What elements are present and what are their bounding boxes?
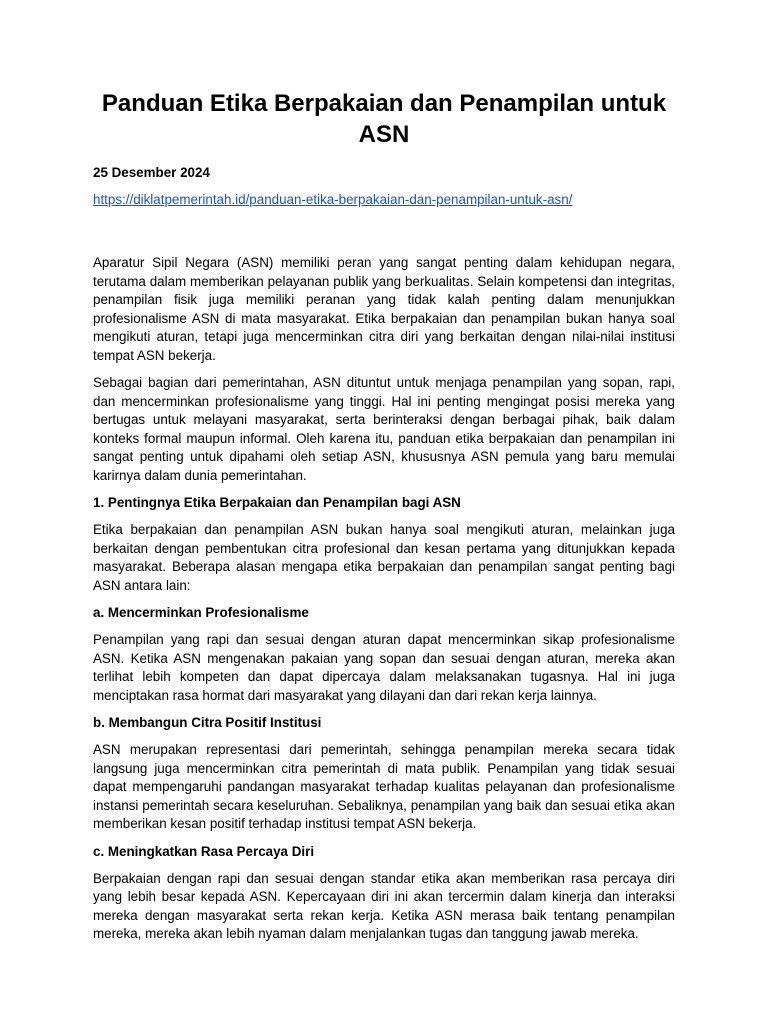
subsection-heading-b: b. Membangun Citra Positif Institusi — [93, 715, 322, 730]
subsection-c-paragraph: Berpakaian dengan rapi dan sesuai dengan standar etika akan memberikan rasa percaya diri yang lebih besar kepada ASN. Kepercayaan diri ini akan tercermin dalam kinerja dan interaksi mereka dengan masyarakat serta rekan kerja. Ketika ASN merasa baik tentang penampilan mereka, mereka akan lebih nyaman dalam menjalankan tugas dan tanggung jawab mereka. — [93, 870, 675, 941]
publish-date: 25 Desember 2024 — [93, 165, 210, 180]
document-page — [93, 88, 675, 953]
source-link[interactable]: https://diklatpemerintah.id/panduan-etika-berpakaian-dan-penampilan-untuk-asn/ — [93, 192, 573, 207]
subsection-heading-c: c. Meningkatkan Rasa Percaya Diri — [93, 843, 315, 859]
subsection-a-paragraph: Penampilan yang rapi dan sesuai dengan aturan dapat mencerminkan sikap profesionalisme ASN. Ketika ASN mengenakan pakaian yang sopan dan sesuai dengan aturan, mereka akan terlihat lebih kompeten dan dapat dipercaya dalam melaksanakan tugasnya. Hal ini juga menciptakan rasa hormat dari masyarakat yang dilayani dan dari rekan kerja lainnya. — [93, 632, 675, 703]
intro-paragraph-2: Sebagai bagian dari pemerintahan, ASN dituntut untuk menjaga penampilan yang sopan, rapi, dan mencerminkan profesionalisme yang tinggi. Hal ini penting mengingat posisi mereka yang bertugas untuk melayani masyarakat, serta berinteraksi dengan berbagai pihak, baik dalam konteks formal maupun informal. Oleh karena itu, panduan etika berpakaian dan penampilan ini sangat penting untuk dipahami oleh setiap ASN, khususnya ASN pemula yang baru memulai karirnya dalam dunia pemerintahan. — [93, 375, 675, 483]
subsection-b-paragraph: ASN merupakan representasi dari pemerintah, sehingga penampilan mereka secara tidak langsung juga mencerminkan citra pemerintah di mata publik. Penampilan yang tidak sesuai dapat mempengaruhi pandangan masyarakat terhadap kualitas pelayanan dan profesionalisme instansi pemerintah secara keseluruhan. Sebaliknya, penampilan yang baik dan sesuai etika akan memberikan kesan positif terhadap institusi tempat ASN bekerja. — [93, 742, 675, 831]
intro-paragraph-1: Aparatur Sipil Negara (ASN) memiliki peran yang sangat penting dalam kehidupan negara, terutama dalam memberikan pelayanan publik yang berkualitas. Selain kompetensi dan integritas, penampilan fisik juga memiliki peranan yang tidak kalah penting dalam menunjukkan profesionalisme ASN di mata masyarakat. Etika berpakaian dan penampilan bukan hanya soal mengikuti aturan, tetapi juga mencerminkan citra diri yang berkaitan dengan nilai-nilai institusi tempat ASN bekerja. — [93, 255, 675, 363]
section-1-paragraph: Etika berpakaian dan penampilan ASN bukan hanya soal mengikuti aturan, melainkan juga berkaitan dengan pembentukan citra profesional dan kesan pertama yang ditunjukkan kepada masyarakat. Beberapa alasan mengapa etika berpakaian dan penampilan sangat penting bagi ASN antara lain: — [93, 522, 675, 593]
section-heading-1: 1. Pentingnya Etika Berpakaian dan Penampilan bagi ASN — [93, 495, 461, 510]
document-title: Panduan Etika Berpakaian dan Penampilan untuk ASN — [101, 90, 667, 148]
subsection-heading-a: a. Mencerminkan Profesionalisme — [93, 605, 309, 620]
